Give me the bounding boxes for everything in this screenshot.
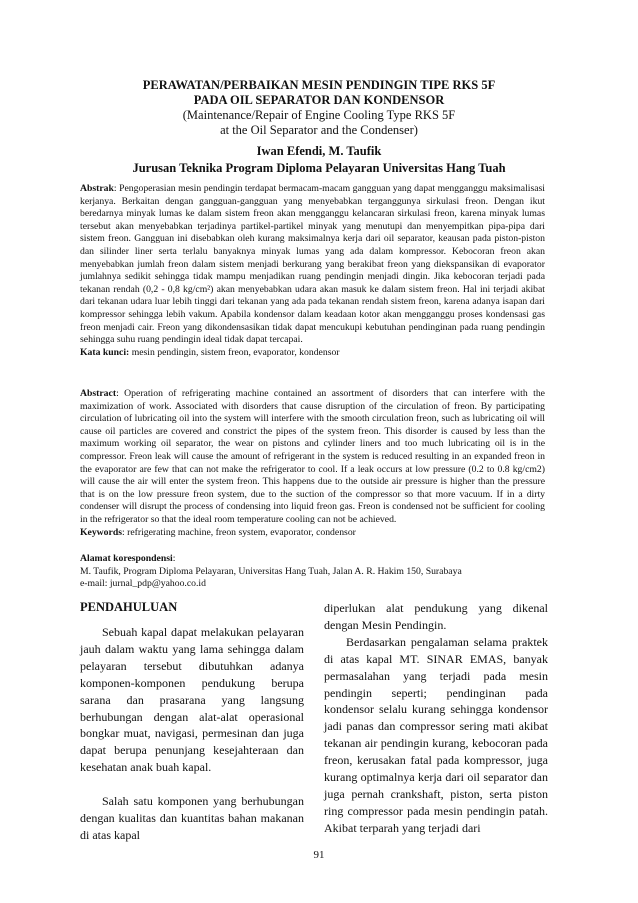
kata-kunci-label: Kata kunci: bbox=[80, 346, 130, 358]
title-line-2: PADA OIL SEPARATOR DAN KONDENSOR bbox=[193, 93, 445, 107]
abstrak-block bbox=[80, 183, 545, 359]
keywords-text: : refrigerating machine, freon system, evaporator, condensor bbox=[121, 526, 356, 538]
correspondence-email: e-mail: jurnal_pdp@yahoo.co.id bbox=[80, 578, 206, 590]
correspondence-colon: : bbox=[172, 553, 176, 564]
abstrak-text: : Pengoperasian mesin pendingin terdapat bermacam-macam gangguan yang dapat mengganggu maksimalisasi kerjanya. Berkaitan dengan gangguan-gangguan yang menyebabkan terganggunya sirkulasi freon. Dengan ikut beredarnya minyak lumas ke dalam sistem freon akan mengganggu kelancaran sirkulasi freon, karena minyak lumas tersebut akan menyebabkan terjadinya partikel-partikel minyak yang menutupi dan menyempitkan pipa-pipa dari sistem freon. Gangguan ini disebabkan oleh kurang maksimalnya kerja dari oil separator, keausan pada piston-piston dan silinder liner serta terlalu banyaknya minyak lumas yang ada dalam kompressor. Kebocoran freon akan menyebabkan jumlah freon dalam sistem menjadi berkurang yang berakibat freon yang diekspansikan di evaporator jumlahnya sedikit sehingga tidak mampu menjadikan ruang pendingin menjadi dingin. Jika kebocoran terjadi pada tekanan rendah (0,2 - 0,8 kg/cm²) akan menyebabkan udara akan masuk ke dalam sistem freon. Hal ini terjadi akibat dari tekanan udara luar lebih tinggi dari tekanan yang ada pada tekanan rendah sistem freon, karena adanya isapan dari kompressor sehingga lebih vakum. Apabila kondensor dalam keadaan kotor akan mengganggu proses kondensasi gas freon menjadi cair. Freon yang dikondensasikan tidak dapat mencukupi kebutuhan pendinginan pada ruang pendingin sehingga suhu ruang pendingin ideal tidak dapat tercapai. bbox=[80, 183, 545, 346]
keywords-label: Keywords bbox=[80, 526, 122, 538]
authors: Iwan Efendi, M. Taufik bbox=[256, 144, 382, 158]
abstract-label: Abstract bbox=[80, 388, 117, 399]
kata-kunci-line bbox=[80, 347, 545, 360]
left-column bbox=[80, 624, 304, 844]
affiliation: Jurusan Teknika Program Diploma Pelayaran Universitas Hang Tuah bbox=[132, 161, 506, 175]
title-english-line-1: (Maintenance/Repair of Engine Cooling Type RKS 5F bbox=[182, 108, 456, 122]
abstract-paragraph bbox=[80, 388, 545, 527]
correspondence-address: M. Taufik, Program Diploma Pelayaran, Universitas Hang Tuah, Jalan A. R. Hakim 150, Surabaya bbox=[80, 565, 462, 577]
abstract-block bbox=[80, 388, 545, 539]
correspondence-block bbox=[80, 553, 545, 591]
intro-paragraph-4: Berdasarkan pengalaman selama praktek di atas kapal MT. SINAR EMAS, banyak permasalahan yang terjadi pada mesin pendingin seperti; pendinginan pada kondensor selalu kurang sehingga kondensor jadi panas dan compressor sering mati akibat tekanan air pendingin kurang, kebocoran pada freon, kerusakan fatal pada kompressor, juga kurang optimalnya kerja dari oil separator dan juga pernah crankshaft, piston, serta piston ring compressor pada mesin pendingin patah. Akibat terparah yang terjadi dari bbox=[324, 634, 548, 835]
right-column bbox=[324, 600, 548, 837]
intro-paragraph-2: Salah satu komponen yang berhubungan dengan kualitas dan kuantitas bahan makanan di atas kapal bbox=[80, 794, 304, 842]
title-line-1: PERAWATAN/PERBAIKAN MESIN PENDINGIN TIPE RKS 5F bbox=[142, 78, 496, 92]
correspondence-label: Alamat korespondensi bbox=[80, 553, 173, 564]
intro-paragraph-1: Sebuah kapal dapat melakukan pelayaran jauh dalam waktu yang lama sehingga dalam pelayaran tersebut dibutuhkan adanya komponen-komponen pendukung berupa sarana dan prasarana yang langsung berhubungan dengan alat-alat operasional bongkar muat, navigasi, permesinan dan juga dapat berupa penunjang kesejahteraan dan kesehatan anak buah kapal. bbox=[80, 625, 304, 775]
abstract-text: : Operation of refrigerating machine contained an assortment of disorders that can interfere with the maximization of work. Associated with disorders that cause disruption of the circulation of freon. By participating circulation of lubricating oil into the system will interfere with the smooth circulation freon, such as lubricating oil will cause oil particles are covered and constrict the pipes of the system freon. This disorder is caused by less than the maximum working oil separator, the wear on pistons and cylinder liners and too much lubricating oil is in the compressor. Freon leak will cause the amount of refrigerant in the system is reduced resulting in an expanded freon in the evaporator are few that can not make the refrigerator to cool. If a leak occurs at low pressure (0.2 to 0.8 kg/cm2) will cause the air will enter the system freon. This happens due to the outside air pressure is higher than the pressure that is on the low pressure freon system, due to the suction of the compressor so that more vacuum. If in a dirty condenser will disrupt the process of condensing into liquid freon gas. Freon is condensed not be sufficient for cooling in the refrigerator so that the ideal room temperature cooling can not be achieved. bbox=[80, 388, 545, 525]
keywords-line bbox=[80, 527, 545, 540]
abstrak-paragraph bbox=[80, 183, 545, 347]
page-number: 91 bbox=[313, 849, 325, 861]
section-heading-pendahuluan: PENDAHULUAN bbox=[80, 600, 178, 614]
intro-paragraph-3: diperlukan alat pendukung yang dikenal dengan Mesin Pendingin. bbox=[324, 601, 548, 632]
kata-kunci-text: mesin pendingin, sistem freon, evaporator, kondensor bbox=[129, 346, 340, 358]
correspondence-heading bbox=[80, 553, 545, 566]
abstrak-label: Abstrak bbox=[80, 183, 114, 194]
title-english-line-2: at the Oil Separator and the Condenser) bbox=[220, 123, 418, 137]
